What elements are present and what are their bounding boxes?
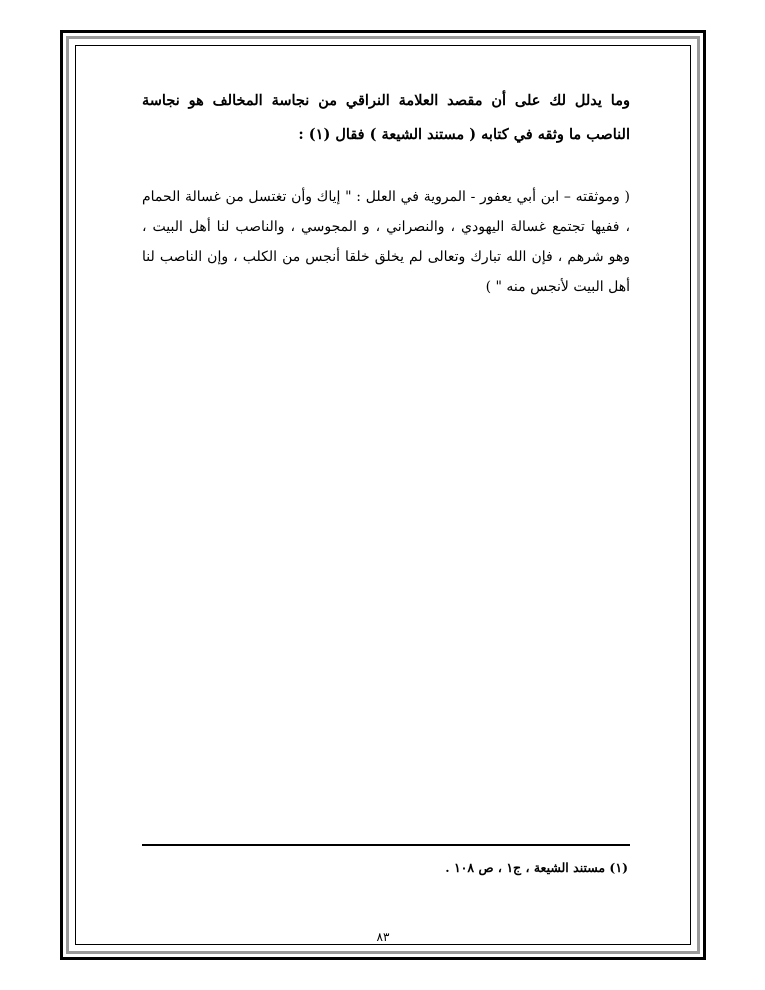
body-paragraph-intro: وما يدلل لك على أن مقصد العلامة النراقي من نجاسة المخالف هو نجاسة الناصب ما وثقه في كتابه ( مستند الشيعة ) فقال (١) : xyxy=(142,92,630,143)
body-paragraph-quote: ( وموثقته – ابن أبي يعفور - المروية في العلل : " إياك وأن تغتسل من غسالة الحمام ، ففيها تجتمع غسالة اليهودي ، والنصراني ، و المجوسي ، والناصب لنا أهل البيت ، وهو شرهم ، فإن الله تبارك وتعالى لم يخلق خلقا أنجس من الكلب ، وإن الناصب لنا أهل البيت لأنجس منه " ) xyxy=(142,189,630,295)
footnote-separator xyxy=(142,844,630,846)
page-number: ٨٣ xyxy=(376,930,390,944)
page-border-middle xyxy=(66,36,700,954)
page-border xyxy=(60,30,706,960)
page-border-inner xyxy=(75,45,691,945)
footnote: (١) مستند الشيعة ، ج١ ، ص ١٠٨ . xyxy=(445,860,628,875)
